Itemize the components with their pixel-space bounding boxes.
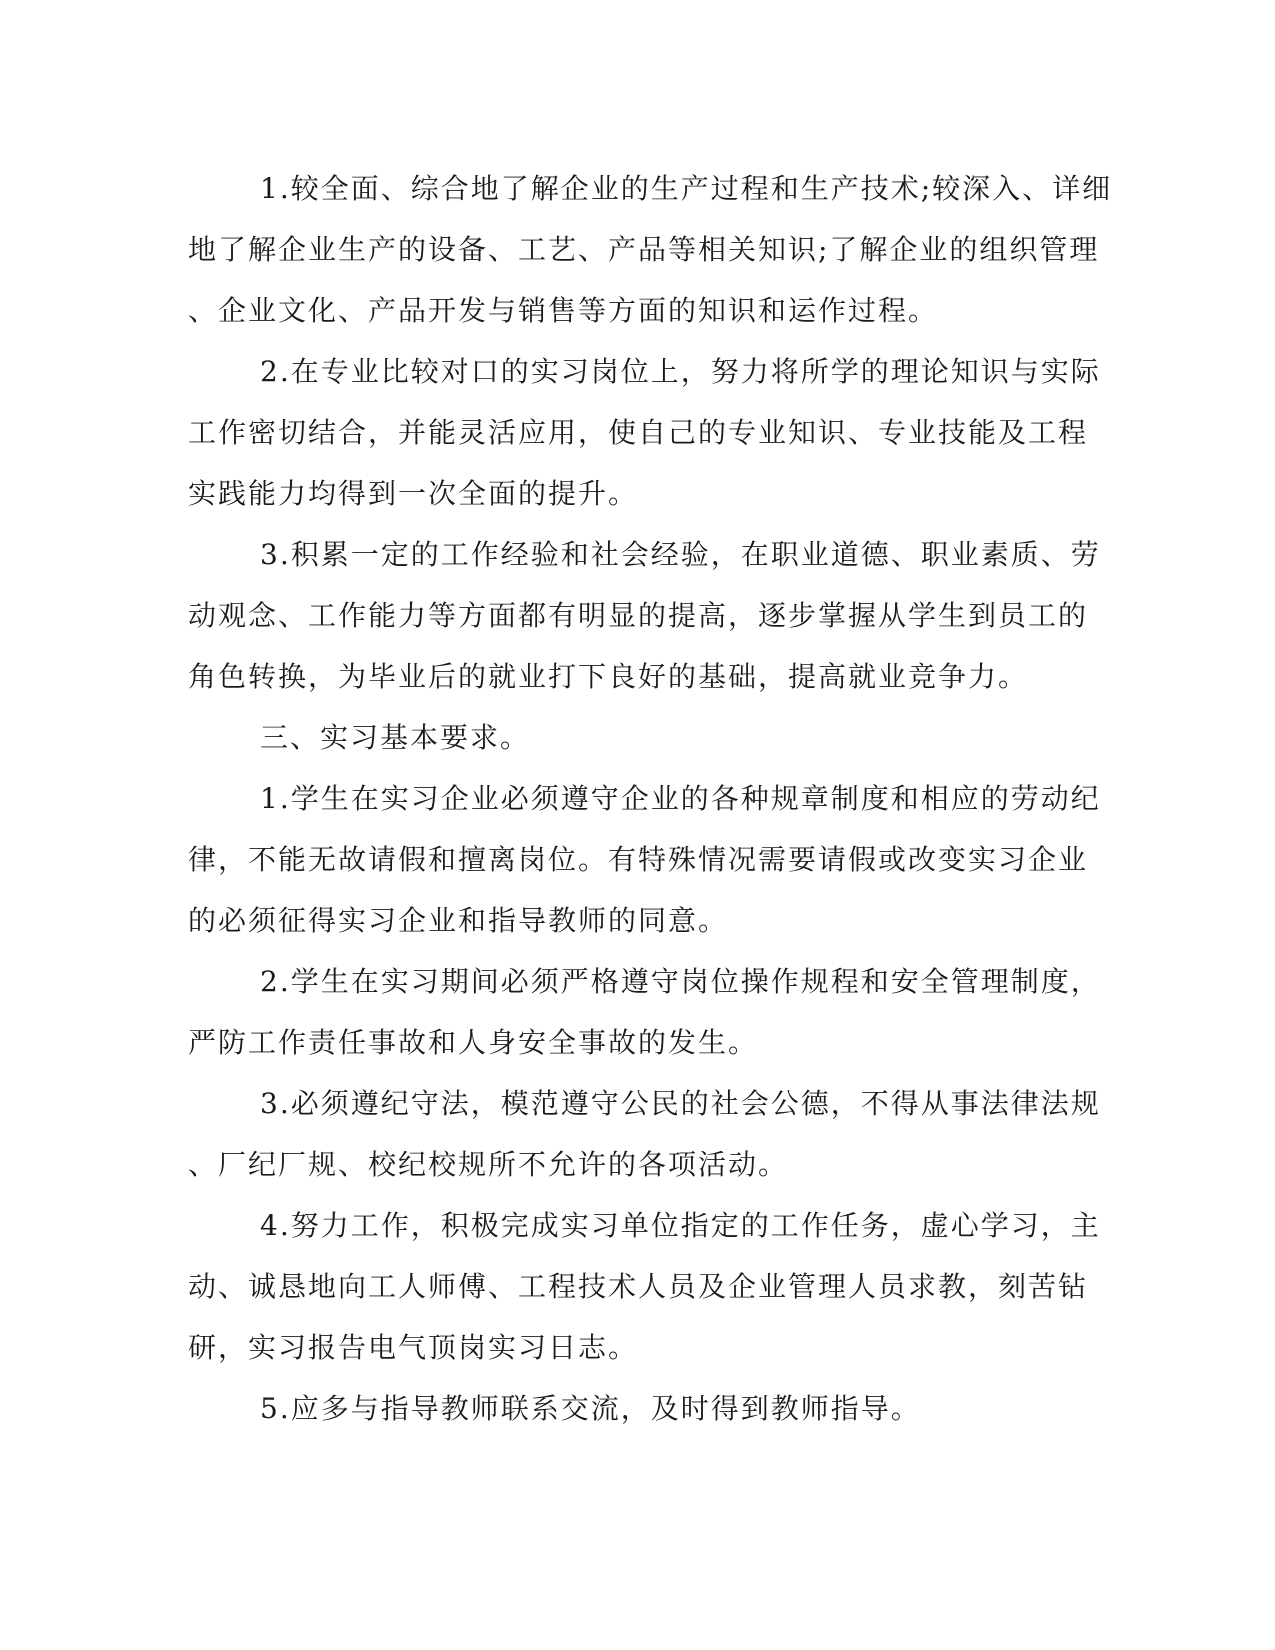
requirement-4-line-1: 4.努力工作，积极完成实习单位指定的工作任务，虚心学习，主 xyxy=(260,1209,1101,1242)
requirement-5-line-1: 5.应多与指导教师联系交流，及时得到教师指导。 xyxy=(260,1392,921,1425)
requirement-3-line-1: 3.必须遵纪守法，模范遵守公民的社会公德，不得从事法律法规 xyxy=(260,1087,1101,1120)
section-heading: 三、实习基本要求。 xyxy=(260,721,531,754)
paragraph-1-line-1: 1.较全面、综合地了解企业的生产过程和生产技术;较深入、详细 xyxy=(260,172,1113,205)
paragraph-1-line-3: 、企业文化、产品开发与销售等方面的知识和运作过程。 xyxy=(188,294,939,327)
paragraph-3-line-1: 3.积累一定的工作经验和社会经验，在职业道德、职业素质、劳 xyxy=(260,538,1101,571)
paragraph-3-line-3: 角色转换，为毕业后的就业打下良好的基础，提高就业竞争力。 xyxy=(188,660,1029,693)
requirement-2-line-2: 严防工作责任事故和人身安全事故的发生。 xyxy=(188,1026,759,1059)
requirement-2-line-1: 2.学生在实习期间必须严格遵守岗位操作规程和安全管理制度， xyxy=(260,965,1101,998)
paragraph-2-line-2: 工作密切结合，并能灵活应用，使自己的专业知识、专业技能及工程 xyxy=(188,416,1089,449)
requirement-1-line-3: 的必须征得实习企业和指导教师的同意。 xyxy=(188,904,729,937)
requirement-3-line-2: 、厂纪厂规、校纪校规所不允许的各项活动。 xyxy=(188,1148,789,1181)
requirement-1-line-2: 律，不能无故请假和擅离岗位。有特殊情况需要请假或改变实习企业 xyxy=(188,843,1089,876)
paragraph-2-line-1: 2.在专业比较对口的实习岗位上，努力将所学的理论知识与实际 xyxy=(260,355,1101,388)
requirement-4-line-2: 动、诚恳地向工人师傅、工程技术人员及企业管理人员求教，刻苦钻 xyxy=(188,1270,1089,1303)
requirement-4-line-3: 研，实习报告电气顶岗实习日志。 xyxy=(188,1331,639,1364)
paragraph-2-line-3: 实践能力均得到一次全面的提升。 xyxy=(188,477,639,510)
document-body xyxy=(188,158,1113,1439)
requirement-1-line-1: 1.学生在实习企业必须遵守企业的各种规章制度和相应的劳动纪 xyxy=(260,782,1101,815)
paragraph-3-line-2: 动观念、工作能力等方面都有明显的提高，逐步掌握从学生到员工的 xyxy=(188,599,1089,632)
paragraph-1-line-2: 地了解企业生产的设备、工艺、产品等相关知识;了解企业的组织管理 xyxy=(188,233,1100,266)
